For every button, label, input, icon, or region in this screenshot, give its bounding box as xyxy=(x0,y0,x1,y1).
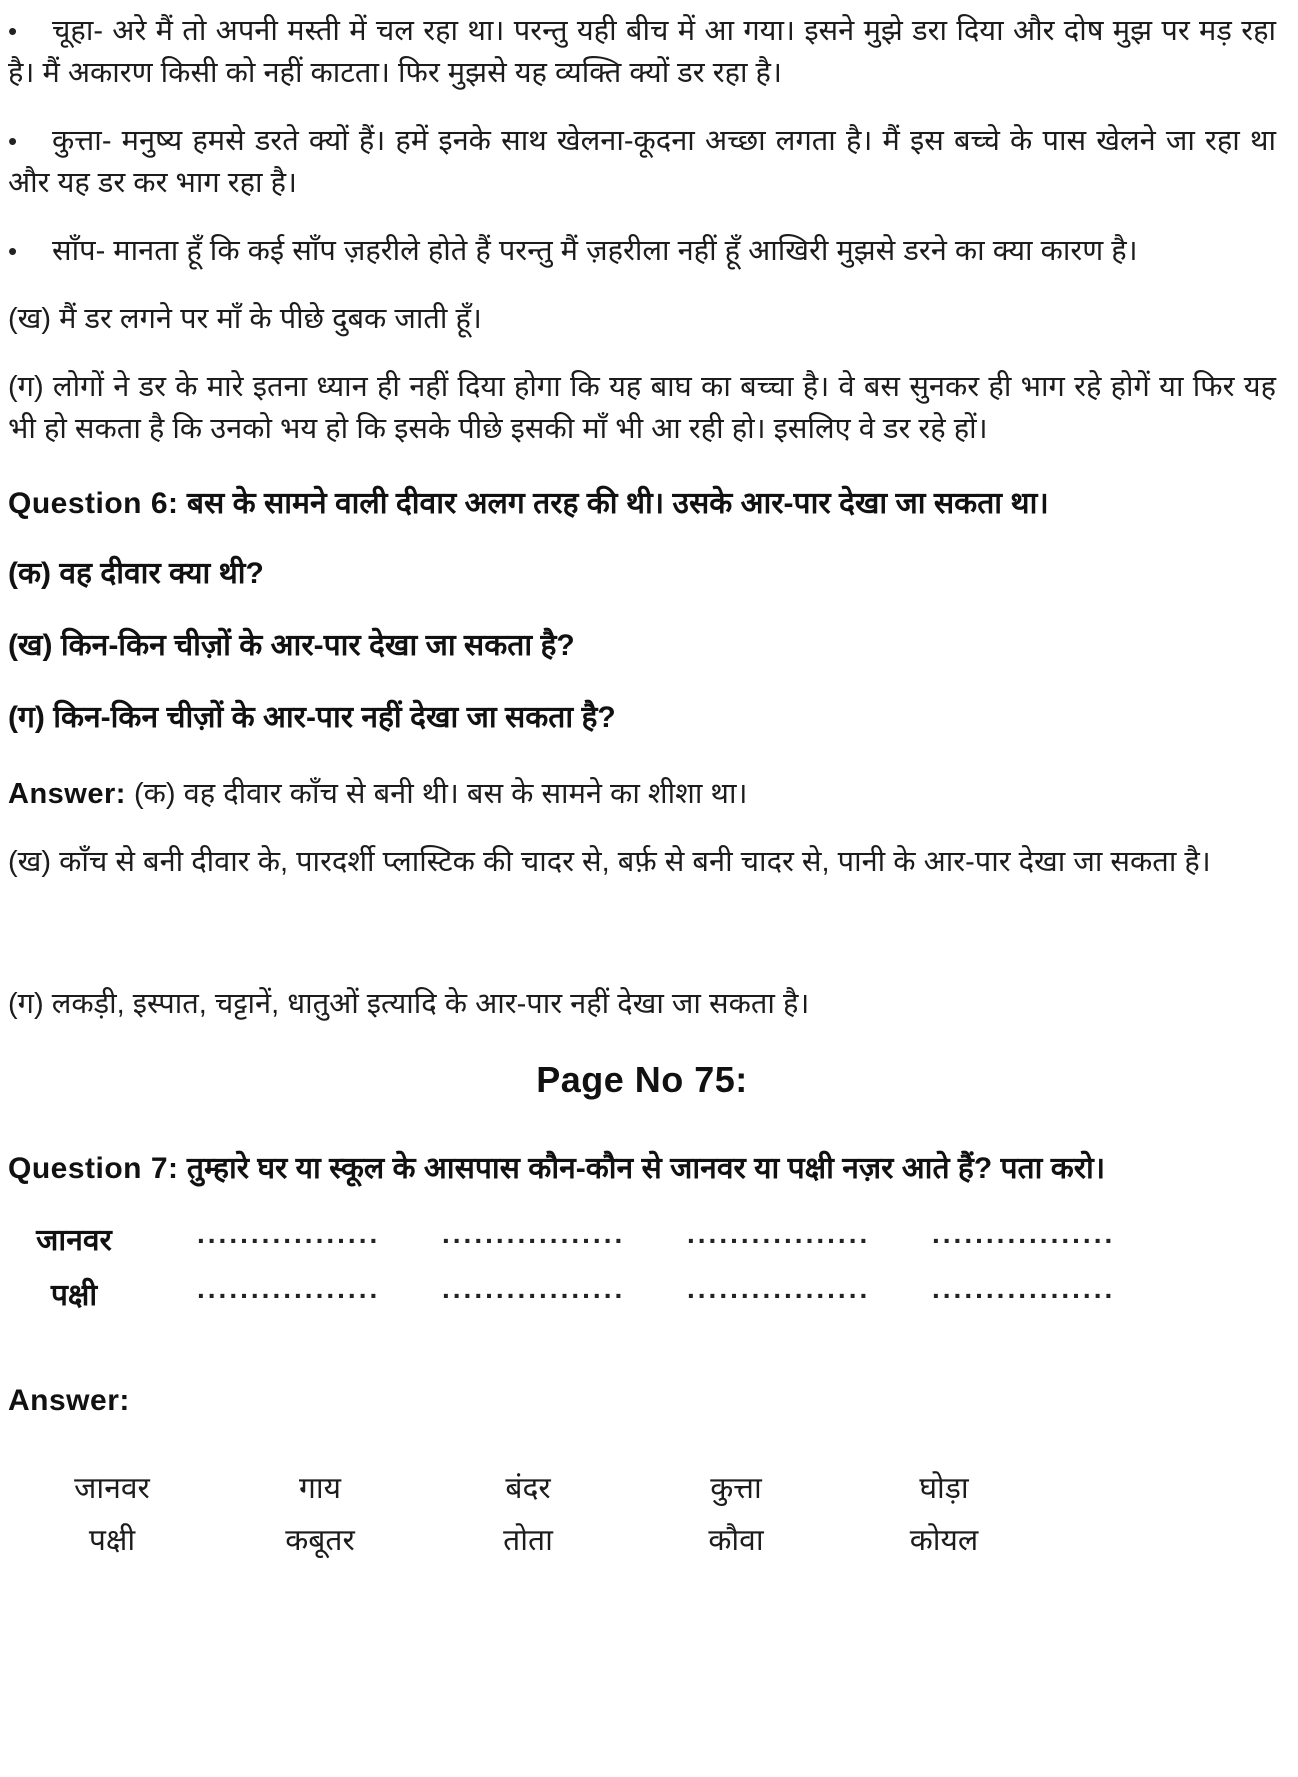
bullet-text: साँप- मानता हूँ कि कई साँप ज़हरीले होते हैं परन्तु मैं ज़हरीला नहीं हूँ आखिरी मुझसे डरने का क्या कारण है। xyxy=(52,235,1138,267)
dotted-blank: ................. xyxy=(442,1273,626,1304)
dotted-blank: ................. xyxy=(687,1273,871,1304)
dotted-blank: ................. xyxy=(932,1218,1116,1249)
paragraph-ga: (ग) लोगों ने डर के मारे इतना ध्यान ही नहीं दिया होगा कि यह बाघ का बच्चा है। वे बस सुनकर ही भाग रहे होगें या फिर यह भी हो सकता है कि उनको भय हो कि इसके पीछे इसकी माँ भी आ रही हो। इसलिए वे डर रहे हों। xyxy=(8,371,1276,445)
fill-row-birds xyxy=(8,1273,1276,1328)
table-cell: कोयल xyxy=(909,1523,979,1557)
bullet-text: कुत्ता- मनुष्य हमसे डरते क्यों हैं। हमें इनके साथ खेलना-कूदना अच्छा लगता है। मैं इस बच्चे के पास खेलने जा रहा था और यह डर कर भाग रहा है। xyxy=(8,125,1276,199)
question-6-part-ka: (क) वह दीवार क्या थी? xyxy=(8,557,264,590)
question-6-answer-ka xyxy=(8,773,1276,815)
table-cell: गाय xyxy=(298,1471,342,1505)
table-cell: पक्षी xyxy=(88,1523,136,1557)
question-6-label: Question 6: xyxy=(8,487,179,520)
dotted-blank: ................. xyxy=(197,1218,381,1249)
bullet-item-snake xyxy=(8,230,1276,272)
table-cell: तोता xyxy=(503,1523,553,1557)
question-7-label: Question 7: xyxy=(8,1152,179,1185)
table-cell: कबूतर xyxy=(285,1523,355,1557)
question-7-answer-heading xyxy=(8,1380,1276,1422)
question-6-heading xyxy=(8,482,1276,525)
paragraph-kha: (ख) मैं डर लगने पर माँ के पीछे दुबक जाती हूँ। xyxy=(8,303,482,335)
table-row-animals xyxy=(8,1460,1048,1512)
question-6-part-kha: (ख) किन-किन चीज़ों के आर-पार देखा जा सकता है? xyxy=(8,629,575,662)
bullet-item-mouse xyxy=(8,10,1276,94)
bullet-marker: • xyxy=(8,126,18,156)
dotted-blank: ................. xyxy=(932,1273,1116,1304)
table-cell: घोड़ा xyxy=(919,1471,969,1505)
answer-text: (क) वह दीवार काँच से बनी थी। बस के सामने का शीशा था। xyxy=(133,778,748,810)
question-7-heading xyxy=(8,1147,1276,1190)
bullet-marker: • xyxy=(8,236,18,266)
answer-label: Answer: xyxy=(8,778,126,810)
table-cell: जानवर xyxy=(74,1471,150,1505)
fill-in-rows xyxy=(8,1218,1276,1328)
bullet-marker: • xyxy=(8,16,18,46)
answer-label: Answer: xyxy=(8,1384,130,1417)
table-cell: कुत्ता xyxy=(710,1471,762,1505)
question-6-text: बस के सामने वाली दीवार अलग तरह की थी। उसके आर-पार देखा जा सकता था। xyxy=(186,487,1049,520)
answers-table xyxy=(8,1460,1048,1564)
table-cell: बंदर xyxy=(505,1471,551,1505)
table-cell: कौवा xyxy=(708,1523,764,1557)
fill-row-label: जानवर xyxy=(36,1224,112,1257)
dotted-blank: ................. xyxy=(442,1218,626,1249)
bullet-item-dog xyxy=(8,120,1276,204)
dotted-blank: ................. xyxy=(687,1218,871,1249)
question-6-answer-ga: (ग) लकड़ी, इस्पात, चट्टानें, धातुओं इत्यादि के आर-पार नहीं देखा जा सकता है। xyxy=(8,988,810,1020)
page-number-heading: Page No 75: xyxy=(536,1059,748,1100)
fill-row-label: पक्षी xyxy=(50,1279,98,1312)
question-6-answer-kha: (ख) काँच से बनी दीवार के, पारदर्शी प्लास्टिक की चादर से, बर्फ़ से बनी चादर से, पानी के आर-पार देखा जा सकता है। xyxy=(8,846,1211,878)
dotted-blank: ................. xyxy=(197,1273,381,1304)
table-row-birds xyxy=(8,1512,1048,1564)
question-7-text: तुम्हारे घर या स्कूल के आसपास कौन-कौन से जानवर या पक्षी नज़र आते हैं? पता करो। xyxy=(186,1152,1106,1185)
fill-row-animals xyxy=(8,1218,1276,1273)
bullet-text: चूहा- अरे मैं तो अपनी मस्ती में चल रहा था। परन्तु यही बीच में आ गया। इसने मुझे डरा दिया और दोष मुझ पर मड़ रहा है। मैं अकारण किसी को नहीं काटता। फिर मुझसे यह व्यक्ति क्यों डर रहा है। xyxy=(8,15,1276,89)
question-6-part-ga: (ग) किन-किन चीज़ों के आर-पार नहीं देखा जा सकता है? xyxy=(8,701,616,734)
